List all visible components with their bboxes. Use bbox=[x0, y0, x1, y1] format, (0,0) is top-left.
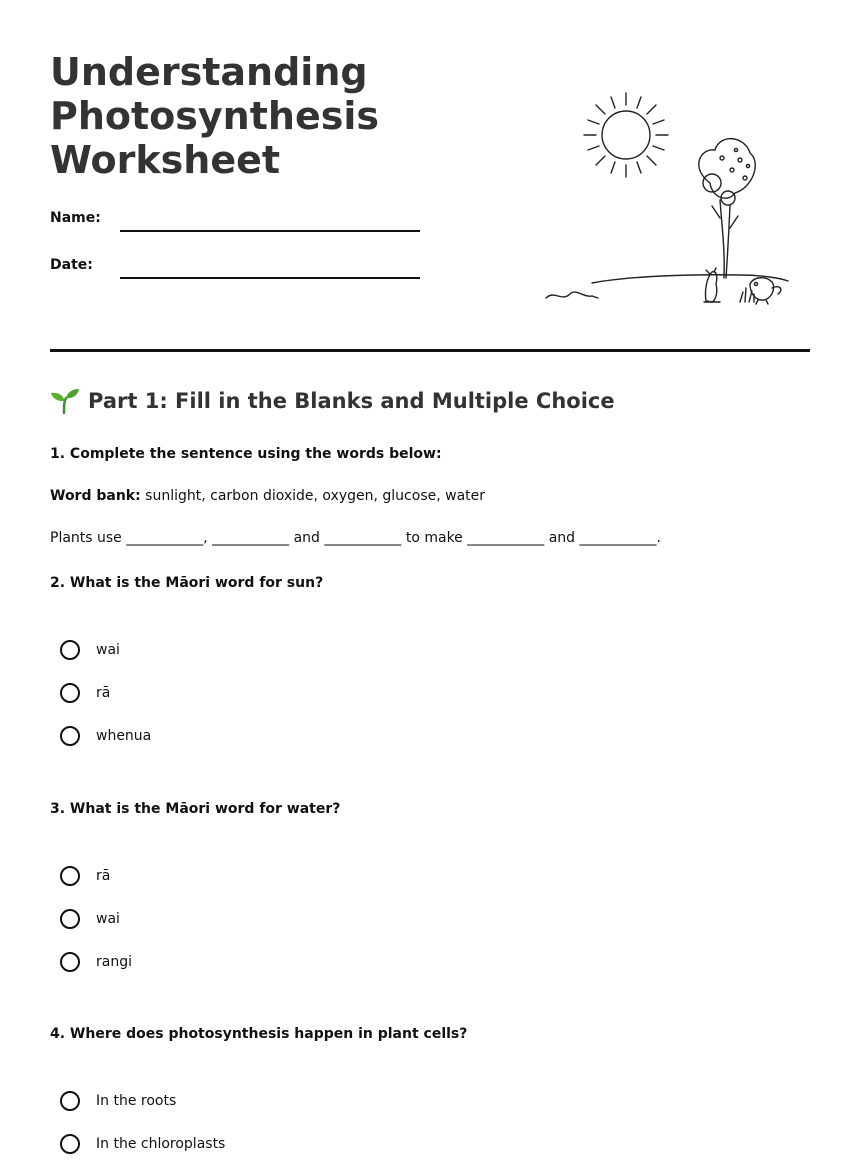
title-line-2: Photosynthesis bbox=[50, 94, 379, 138]
q2-option-1[interactable] bbox=[60, 640, 120, 660]
tree-icon bbox=[699, 139, 755, 278]
option-label: rangi bbox=[96, 954, 132, 970]
option-label: In the roots bbox=[96, 1093, 177, 1109]
sentence-part: Plants use bbox=[50, 530, 127, 546]
radio-button[interactable] bbox=[60, 1134, 80, 1154]
date-label: Date: bbox=[50, 257, 93, 273]
blank-3[interactable]: ___________ bbox=[324, 530, 402, 546]
part1-heading bbox=[50, 388, 615, 414]
title-line-1: Understanding bbox=[50, 50, 368, 94]
q3-option-1[interactable] bbox=[60, 866, 110, 886]
q2-option-2[interactable] bbox=[60, 683, 110, 703]
header-divider bbox=[50, 349, 810, 352]
animal-icon bbox=[704, 268, 720, 302]
option-label: wai bbox=[96, 911, 120, 927]
word-bank-words: sunlight, carbon dioxide, oxygen, glucose, water bbox=[140, 488, 486, 504]
name-field[interactable] bbox=[120, 230, 420, 232]
q4-option-2[interactable] bbox=[60, 1134, 225, 1154]
question-3: 3. What is the Māori word for water? bbox=[50, 801, 341, 817]
question-1: 1. Complete the sentence using the words below: bbox=[50, 446, 442, 462]
blank-5[interactable]: ___________ bbox=[579, 530, 657, 546]
date-field[interactable] bbox=[120, 277, 420, 279]
radio-button[interactable] bbox=[60, 866, 80, 886]
radio-button[interactable] bbox=[60, 909, 80, 929]
title-line-3: Worksheet bbox=[50, 138, 281, 182]
seedling-icon bbox=[50, 388, 80, 414]
sun-icon bbox=[584, 93, 668, 177]
q4-option-1[interactable] bbox=[60, 1091, 176, 1111]
sentence-part: to make bbox=[401, 530, 468, 546]
radio-button[interactable] bbox=[60, 1091, 80, 1111]
q3-option-2[interactable] bbox=[60, 909, 120, 929]
name-label: Name: bbox=[50, 210, 101, 226]
option-label: wai bbox=[96, 642, 120, 658]
blank-4[interactable]: ___________ bbox=[467, 530, 545, 546]
option-label: whenua bbox=[96, 728, 152, 744]
question-4: 4. Where does photosynthesis happen in plant cells? bbox=[50, 1026, 468, 1042]
worm-icon bbox=[546, 292, 598, 298]
q3-option-3[interactable] bbox=[60, 952, 132, 972]
option-label: In the chloroplasts bbox=[96, 1136, 226, 1152]
sentence-part: . bbox=[656, 530, 661, 546]
sentence-part: , bbox=[203, 530, 213, 546]
sentence-part: and bbox=[544, 530, 580, 546]
worksheet-title bbox=[50, 50, 410, 182]
ground-line bbox=[592, 275, 788, 283]
radio-button[interactable] bbox=[60, 683, 80, 703]
word-bank-label: Word bank: bbox=[50, 488, 141, 504]
radio-button[interactable] bbox=[60, 640, 80, 660]
question-2: 2. What is the Māori word for sun? bbox=[50, 575, 324, 591]
radio-button[interactable] bbox=[60, 952, 80, 972]
sun-tree-animals-illustration bbox=[540, 88, 800, 313]
blank-2[interactable]: ___________ bbox=[212, 530, 290, 546]
part1-title: Part 1: Fill in the Blanks and Multiple Choice bbox=[88, 389, 615, 413]
option-label: rā bbox=[96, 868, 111, 884]
grass-icon bbox=[740, 288, 754, 302]
word-bank bbox=[50, 488, 485, 504]
radio-button[interactable] bbox=[60, 726, 80, 746]
fill-in-sentence bbox=[50, 530, 661, 546]
option-label: rā bbox=[96, 685, 111, 701]
blank-1[interactable]: ___________ bbox=[126, 530, 204, 546]
q2-option-3[interactable] bbox=[60, 726, 151, 746]
sentence-part: and bbox=[289, 530, 325, 546]
